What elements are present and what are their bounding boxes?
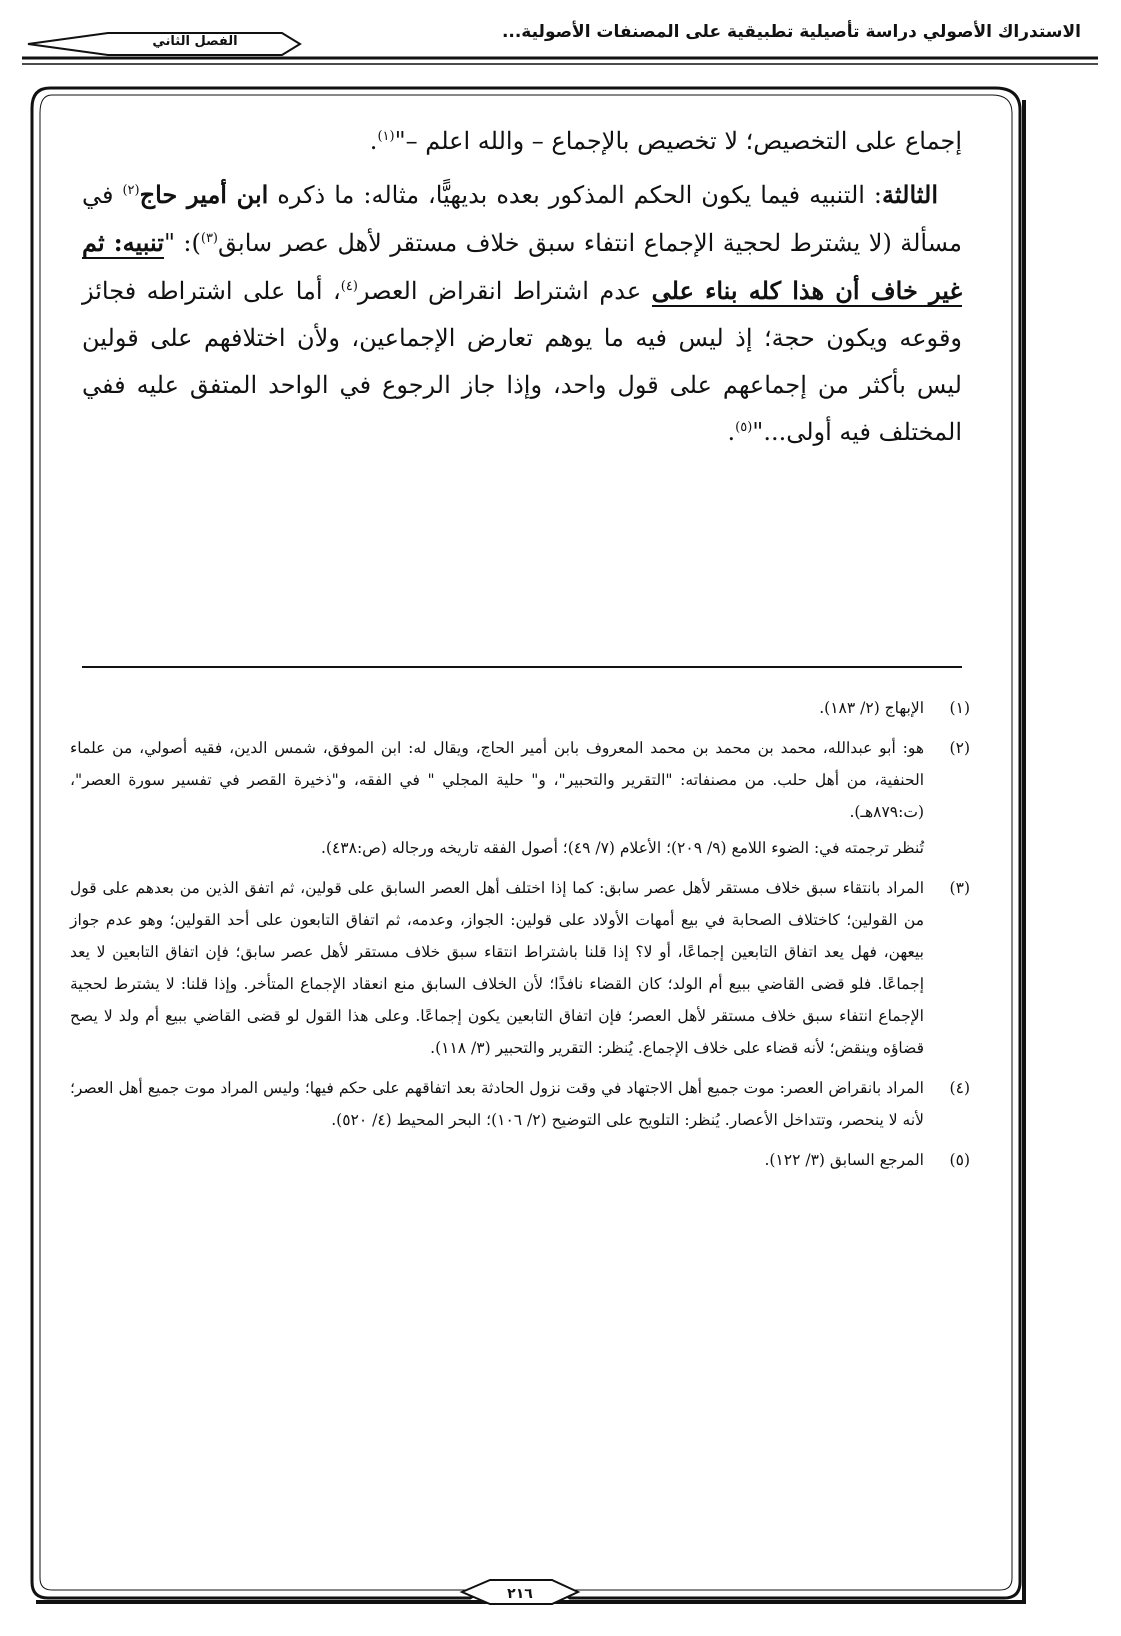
- paragraph-2-part-e: ، أما على اشتراطه فجائز وقوعه ويكون حجة؛ إذ ليس فيه ما يوهم تعارض الإجماعين، ولأن اختلافهم على قولين ليس بأكثر من إجماعهم على قول واحد، وإذا جاز الرجوع في الواحد المتفق عليه ففي المختلف فيه أولى...": [82, 277, 962, 446]
- paragraph-1: إجماع على التخصيص؛ لا تخصيص بالإجماع – والله اعلم –"$^{(١)}$.: [369, 127, 962, 155]
- footnote-text: الإبهاج (٢/ ١٨٣).: [819, 699, 924, 717]
- footnote-ref-2[interactable]: (٢): [122, 183, 140, 198]
- paragraph-2: [82, 171, 962, 456]
- footnote-text: هو: أبو عبدالله، محمد بن محمد بن محمد المعروف بابن أمير الحاج، ويقال له: ابن الموفق، شمس الدين، فقيه أصولي، من علماء الحنفية، من أهل حلب. من مصنفاته: "التقرير والتحبير"، و" حلية المجلي " في الفقه، و"ذخيرة القصر في تفسير سورة العصر"، (ت:٨٧٩هـ).: [70, 739, 925, 821]
- footnote-number: (٥): [949, 1151, 970, 1169]
- footnote: [70, 1072, 970, 1136]
- footnote-number: (٤): [949, 1079, 970, 1097]
- chapter-label: الفصل الثاني: [152, 34, 238, 49]
- paragraph-2-part-b: في مسألة (لا يشترط لحجية الإجماع انتفاء سبق خلاف مستقر لأهل عصر سابق: [82, 181, 962, 257]
- footnote-extra-text: تُنظر ترجمته في: الضوء اللامع (٩/ ٢٠٩)؛ الأعلام (٧/ ٤٩)؛ أصول الفقه تاريخه ورجاله (ص:٤٣٨).: [320, 839, 924, 857]
- footnote-number: (١): [949, 699, 970, 717]
- footnote-ref-1[interactable]: (١): [377, 129, 395, 144]
- footnote-text: المراد بانقراض العصر: موت جميع أهل الاجتهاد في وقت نزول الحادثة بعد اتفاقهم على حكم فيها؛ وليس المراد موت جميع أهل العصر؛ لأنه لا ينحصر، وتتداخل الأعصار. يُنظر: التلويح على التوضيح (٢/ ١٠٦)؛ البحر المحيط (٤/ ٥٢٠).: [70, 1079, 924, 1129]
- paragraph-2-part-a: : التنبيه فيما يكون الحكم المذكور بعده بديهيًّا، مثاله: ما ذكره: [268, 181, 883, 209]
- footnote-number: (٣): [949, 879, 970, 897]
- footnote-ref-5[interactable]: (٥): [735, 420, 753, 435]
- page-number: ٢١٦: [507, 1586, 533, 1602]
- footnote-ref-4[interactable]: (٤): [340, 279, 358, 294]
- footnote: [70, 1144, 970, 1176]
- underlined-quote: تنبيه: ثم غير خاف أن هذا كله بناء على: [82, 228, 963, 305]
- section-label: الثالثة: [882, 180, 938, 209]
- footnote: [70, 692, 970, 724]
- footnote: [70, 732, 970, 864]
- footnote-ref-3[interactable]: (٣): [200, 231, 218, 246]
- footnote-text: المراد بانتقاء سبق خلاف مستقر لأهل عصر سابق: كما إذا اختلف أهل العصر السابق على قولين، ثم اتفق الذين من بعدهم على قول من القولين؛ كاختلاف الصحابة في بيع أمهات الأولاد على قولين: الجواز، وعدمه، ثم اتفاق التابعون على أحد القولين؛ وهو عدم جواز بيعهن، فهل يعد اتفاق التابعين إجماعًا، أو لا؟ إذا قلنا باشتراط انتقاء سبق خلاف مستقر لأهل عصر سابق؛ فإن اتفاق التابعين لا يعد إجماعًا. فلو قضى القاضي ببيع أم الولد؛ كان القضاء نافذًا؛ لأن الخلاف السابق منع انعقاد الإجماع المتأخر. وإذا قلنا: لا يشترط لحجية الإجماع انتفاء سبق خلاف مستقر لأهل العصر؛ فإن اتفاق التابعين يكون إجماعًا. وعلى هذا القول لو قضى القاضي ببيع أم ولد لا يصح قضاؤه وينقض؛ لأنه قضاء على خلاف الإجماع. يُنظر: التقرير والتحبير (٣/ ١١٨).: [70, 879, 924, 1057]
- paragraph-2-part-c: ): ": [163, 229, 201, 257]
- footnote-text: المرجع السابق (٣/ ١٢٢).: [764, 1151, 924, 1169]
- footnote-number: (٢): [949, 739, 970, 757]
- footnotes: [70, 692, 970, 1184]
- footnote-separator: [82, 666, 962, 668]
- book-title: الاستدراك الأصولي دراسة تأصيلية تطبيقية على المصنفات الأصولية...: [501, 22, 1081, 42]
- paragraph-2-end: .: [727, 418, 736, 446]
- paragraph-2-part-d: عدم اشتراط انقراض العصر: [357, 277, 652, 305]
- paragraph-1-text: إجماع على التخصيص؛ لا تخصيص بالإجماع – والله اعلم –": [394, 127, 962, 155]
- main-text: [82, 118, 962, 456]
- scholar-name: ابن أمير حاج: [139, 180, 269, 209]
- footnote: [70, 872, 970, 1064]
